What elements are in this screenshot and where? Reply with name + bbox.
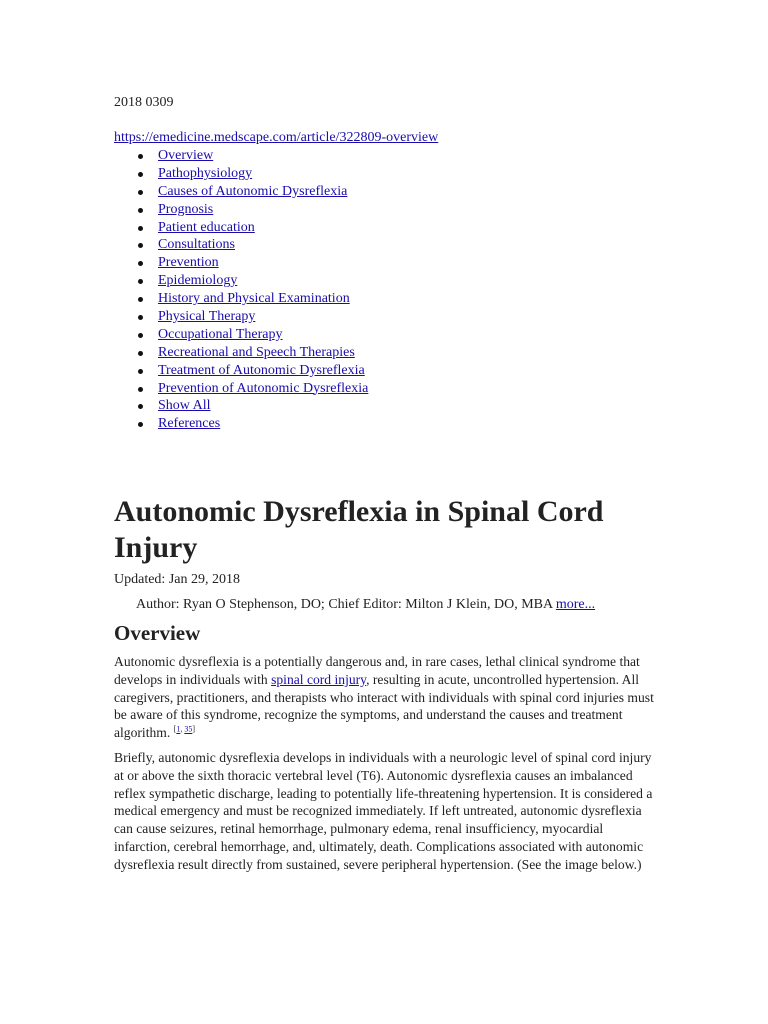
bullet-icon — [138, 351, 143, 356]
toc-item-treatment — [114, 362, 368, 380]
bullet-icon — [138, 333, 143, 338]
toc-item-occupational-therapy — [114, 326, 368, 344]
bullet-icon — [138, 369, 143, 374]
toc-item-pathophysiology — [114, 165, 368, 183]
toc-item-prognosis — [114, 201, 368, 219]
citation-close: ] — [192, 724, 195, 734]
toc-item-show-all — [114, 397, 368, 415]
section-heading-overview: Overview — [114, 621, 201, 645]
para1-text-after: , resulting in acute, uncontrolled hypertension. All caregivers, practitioners, and therapists who interact with individuals with spinal cord injuries must be aware of this syndrome, recognize the symptoms, and understand the causes and treatment algorithm. — [114, 671, 654, 741]
toc-link-prevention-ad[interactable]: Prevention of Autonomic Dysreflexia — [158, 380, 369, 396]
toc-item-prevention-ad — [114, 380, 368, 398]
author-line — [136, 596, 595, 613]
toc-link-recreational-speech[interactable]: Recreational and Speech Therapies — [158, 344, 355, 360]
bullet-icon — [138, 154, 143, 159]
toc-link-consultations[interactable]: Consultations — [158, 237, 236, 253]
toc-link-overview[interactable]: Overview — [158, 148, 214, 163]
toc-item-overview — [114, 147, 368, 165]
citation-separator: , — [180, 724, 185, 734]
spinal-cord-injury-link[interactable]: spinal cord injury — [271, 671, 367, 687]
document-date: 2018 0309 — [114, 95, 174, 110]
overview-paragraph-2: Briefly, autonomic dysreflexia develops in individuals with a neurologic level of spinal cord injury at or above the sixth thoracic vertebral level (T6). Autonomic dysreflexia causes an imbalanced reflex sympathetic discharge, leading to potentially life-threatening hypertension. It is considered a medical emergency and must be recognized immediately. If left untreated, autonomic dysreflexia can cause seizures, retinal hemorrhage, pulmonary edema, renal insufficiency, myocardial infarction, cerebral hemorrhage, and, ultimately, death. Complications associated with autonomic dysreflexia result directly from sustained, severe peripheral hypertension. (See the image below.) — [114, 750, 653, 872]
toc-item-causes — [114, 183, 368, 201]
toc-link-pathophysiology[interactable]: Pathophysiology — [158, 165, 253, 181]
source-url-link[interactable]: https://emedicine.medscape.com/article/322809-overview — [114, 130, 439, 145]
citation-link-1[interactable]: 1 — [176, 724, 181, 734]
citation-link-35[interactable]: 35 — [184, 724, 193, 734]
overview-paragraph-1 — [114, 653, 659, 742]
bullet-icon — [138, 261, 143, 266]
toc-item-patient-education — [114, 219, 368, 237]
table-of-contents — [114, 147, 368, 433]
toc-link-references[interactable]: References — [158, 416, 221, 432]
para1-text-before: Autonomic dysreflexia is a potentially dangerous and, in rare cases, lethal clinical syndrome that develops in individuals with — [114, 654, 640, 687]
bullet-icon — [138, 190, 143, 195]
updated-date: Updated: Jan 29, 2018 — [114, 572, 240, 587]
toc-link-prognosis[interactable]: Prognosis — [158, 201, 214, 217]
toc-link-causes[interactable]: Causes of Autonomic Dysreflexia — [158, 183, 348, 199]
citation-open: [ — [173, 724, 177, 734]
article-title: Autonomic Dysreflexia in Spinal Cord Injury — [114, 495, 604, 564]
toc-item-epidemiology — [114, 272, 368, 290]
bullet-icon — [138, 387, 143, 392]
toc-item-physical-therapy — [114, 308, 368, 326]
bullet-icon — [138, 226, 143, 231]
author-text: Author: Ryan O Stephenson, DO; Chief Editor: Milton J Klein, DO, MBA — [136, 597, 556, 612]
toc-item-references — [114, 415, 368, 433]
toc-link-treatment[interactable]: Treatment of Autonomic Dysreflexia — [158, 362, 365, 378]
bullet-icon — [138, 172, 143, 177]
toc-link-physical-therapy[interactable]: Physical Therapy — [158, 309, 256, 325]
toc-item-prevention — [114, 254, 368, 272]
toc-link-epidemiology[interactable]: Epidemiology — [158, 273, 238, 289]
toc-link-patient-education[interactable]: Patient education — [158, 219, 255, 235]
bullet-icon — [138, 422, 143, 427]
bullet-icon — [138, 279, 143, 284]
citation — [174, 725, 195, 734]
toc-item-consultations — [114, 236, 368, 254]
bullet-icon — [138, 243, 143, 248]
bullet-icon — [138, 315, 143, 320]
toc-item-history-exam — [114, 290, 368, 308]
bullet-icon — [138, 208, 143, 213]
more-authors-link[interactable]: more... — [555, 597, 596, 612]
toc-link-history-exam[interactable]: History and Physical Examination — [158, 291, 350, 307]
bullet-icon — [138, 404, 143, 409]
toc-link-prevention[interactable]: Prevention — [158, 255, 219, 271]
toc-item-recreational-speech — [114, 344, 368, 362]
toc-link-show-all[interactable]: Show All — [158, 398, 211, 414]
toc-link-occupational-therapy[interactable]: Occupational Therapy — [158, 326, 283, 342]
bullet-icon — [138, 297, 143, 302]
